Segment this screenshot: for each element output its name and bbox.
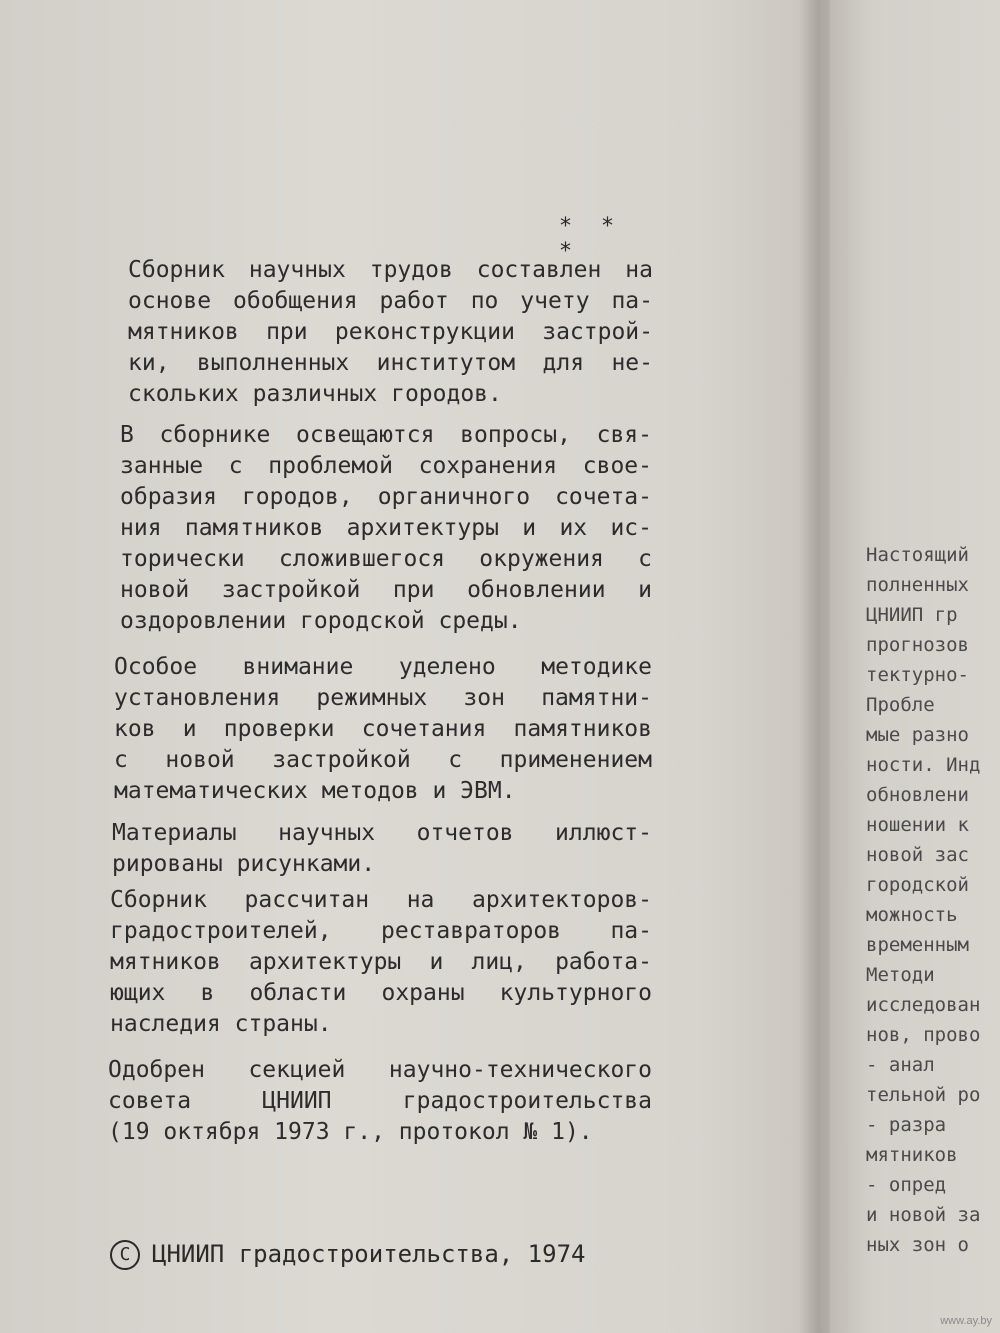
right-text-line: ЦНИИП гр (866, 604, 958, 626)
right-text-line: ных зон о (866, 1234, 969, 1256)
right-text-line: мые разно (866, 724, 969, 746)
text-line: Особое внимание уделено методике (114, 654, 652, 680)
paragraph-5 (110, 885, 652, 1040)
text-line: (19 октября 1973 г., протокол № 1). (108, 1119, 593, 1145)
right-text-line: Методи (866, 964, 935, 986)
text-line: рированы рисунками. (112, 851, 376, 877)
right-text-line: нов, прово (866, 1024, 981, 1046)
right-page-text (866, 540, 1000, 1260)
paragraph-4 (112, 818, 652, 880)
text-line: наследия страны. (110, 1011, 332, 1037)
text-line: Одобрен секцией научно-технического (108, 1057, 652, 1083)
right-text-line: Пробле (866, 694, 935, 716)
text-line: оздоровлении городской среды. (120, 608, 522, 634)
text-line: Сборник рассчитан на архитекторов- (110, 887, 652, 913)
right-text-line: полненных (866, 574, 969, 596)
text-line: основе обобщения работ по учету па- (128, 288, 653, 314)
right-text-line: прогнозов (866, 634, 969, 656)
right-text-line: - опред (866, 1174, 947, 1196)
right-text-line: новой зас (866, 844, 969, 866)
right-text-line: временным (866, 934, 969, 956)
right-text-line: городской (866, 874, 969, 896)
text-line: мятников архитектуры и лиц, работа- (110, 949, 652, 975)
text-line: математических методов и ЭВМ. (114, 778, 516, 804)
paragraph-3 (114, 652, 652, 807)
text-line: ки, выполненных институтом для не- (128, 350, 653, 376)
paragraph-6 (108, 1055, 652, 1148)
right-text-line: - разра (866, 1114, 947, 1136)
right-text-line: обновлени (866, 784, 969, 806)
text-line: торически сложившегося окружения с (120, 546, 652, 572)
copyright-line (110, 1240, 670, 1270)
text-line: ющих в области охраны культурного (110, 980, 652, 1006)
watermark: www.ay.by (940, 1315, 992, 1327)
right-text-line: тельной ро (866, 1084, 981, 1106)
text-line: В сборнике освещаются вопросы, свя- (120, 422, 652, 448)
text-line: скольких различных городов. (128, 381, 502, 407)
text-line: образия городов, органичного сочета- (120, 484, 652, 510)
text-line: Сборник научных трудов составлен на (128, 257, 653, 283)
right-text-line: исследован (866, 994, 981, 1016)
right-text-line: можность (866, 904, 958, 926)
right-text-line: и новой за (866, 1204, 981, 1226)
text-line: ков и проверки сочетания памятников (114, 716, 652, 742)
text-line: совета ЦНИИП градостроительства (108, 1088, 652, 1114)
text-line: градостроителей, реставраторов па- (110, 918, 652, 944)
paragraph-2 (120, 420, 652, 637)
text-line: ния памятников архитектуры и их ис- (120, 515, 652, 541)
right-text-line: мятников (866, 1144, 958, 1166)
right-text-line: ности. Инд (866, 754, 981, 776)
right-text-line: ношении к (866, 814, 969, 836)
text-line: с новой застройкой с применением (114, 747, 652, 773)
text-line: новой застройкой при обновлении и (120, 577, 652, 603)
text-line: занные с проблемой сохранения свое- (120, 453, 652, 479)
text-line: мятников при реконструкции застрой- (128, 319, 653, 345)
right-text-line: Настоящий (866, 544, 969, 566)
copyright-icon: C (110, 1240, 140, 1270)
text-line: установления режимных зон памятни- (114, 685, 652, 711)
paragraph-1 (128, 255, 653, 410)
right-text-line: - анал (866, 1054, 935, 1076)
right-text-line: тектурно- (866, 664, 969, 686)
copyright-text: ЦНИИП градостроительства, 1974 (152, 1240, 586, 1268)
ornament-stars: * * * (560, 214, 625, 264)
text-line: Материалы научных отчетов иллюст- (112, 820, 652, 846)
